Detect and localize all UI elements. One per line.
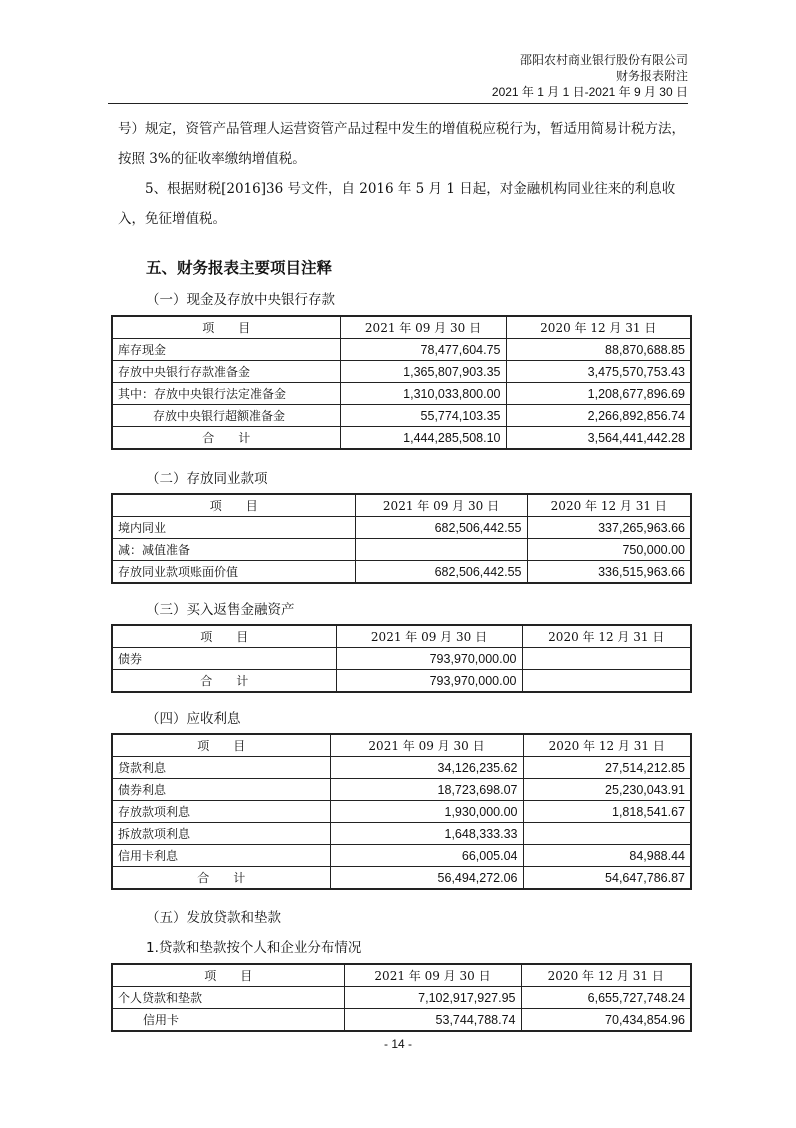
value-2021: 1,310,033,800.00 — [340, 383, 506, 405]
table-row — [112, 779, 691, 801]
col-header-2021: 2021 年 09 月 30 日 — [344, 964, 521, 987]
table-row — [112, 517, 691, 539]
section-title: 五、财务报表主要项目注释 — [146, 259, 333, 277]
row-label: 境内同业 — [112, 517, 355, 539]
col-header-2020: 2020 年 12 月 31 日 — [521, 964, 691, 987]
value-2020: 6,655,727,748.24 — [521, 987, 691, 1009]
value-2020: 750,000.00 — [527, 539, 691, 561]
row-label: 信用卡 — [112, 1009, 344, 1032]
row-label: 存放中央银行超额准备金 — [112, 405, 340, 427]
value-2021: 53,744,788.74 — [344, 1009, 521, 1032]
table-header-row — [112, 316, 691, 339]
table2-title: （二）存放同业款项 — [146, 471, 268, 487]
table-row — [112, 361, 691, 383]
table-header-row — [112, 494, 691, 517]
table-row — [112, 339, 691, 361]
value-2020: 1,818,541.67 — [523, 801, 691, 823]
table-header-row — [112, 734, 691, 757]
report-period: 2021 年 1 月 1 日-2021 年 9 月 30 日 — [491, 85, 688, 99]
col-header-2020: 2020 年 12 月 31 日 — [506, 316, 691, 339]
company-name: 邵阳农村商业银行股份有限公司 — [519, 53, 688, 67]
row-label: 存放款项利息 — [112, 801, 330, 823]
row-label: 合 计 — [112, 427, 340, 450]
value-2021: 1,930,000.00 — [330, 801, 523, 823]
value-2020: 25,230,043.91 — [523, 779, 691, 801]
value-2021: 34,126,235.62 — [330, 757, 523, 779]
table-row — [112, 648, 691, 670]
table-row — [112, 1009, 691, 1032]
value-2021: 682,506,442.55 — [355, 517, 527, 539]
value-2020 — [522, 648, 691, 670]
value-2021 — [355, 539, 527, 561]
value-2020: 1,208,677,896.69 — [506, 383, 691, 405]
row-label: 其中：存放中央银行法定准备金 — [112, 383, 340, 405]
value-2021: 56,494,272.06 — [330, 867, 523, 890]
row-label: 拆放款项利息 — [112, 823, 330, 845]
value-2020: 337,265,963.66 — [527, 517, 691, 539]
table-total-row — [112, 427, 691, 450]
table-interest-receivable — [111, 733, 692, 890]
table-row — [112, 561, 691, 584]
value-2021: 7,102,917,927.95 — [344, 987, 521, 1009]
table-reverse-repo — [111, 624, 692, 693]
row-label: 合 计 — [112, 670, 336, 693]
document-title: 财务报表附注 — [615, 69, 688, 83]
row-label: 信用卡利息 — [112, 845, 330, 867]
paragraph-vat-simple: 号）规定，资管产品管理人运营资管产品过程中发生的增值税应税行为，暂适用简易计税方法，按照 3%的征收率缴纳增值税。 — [118, 121, 685, 167]
value-2021: 682,506,442.55 — [355, 561, 527, 584]
value-2020: 54,647,786.87 — [523, 867, 691, 890]
value-2021: 793,970,000.00 — [336, 648, 522, 670]
table-interbank-deposits — [111, 493, 692, 584]
value-2021: 55,774,103.35 — [340, 405, 506, 427]
row-label: 库存现金 — [112, 339, 340, 361]
table1-title: （一）现金及存放中央银行存款 — [146, 292, 335, 308]
table-loans-advances — [111, 963, 692, 1032]
table-header-row — [112, 964, 691, 987]
table-row — [112, 539, 691, 561]
value-2020 — [522, 670, 691, 693]
col-header-2021: 2021 年 09 月 30 日 — [355, 494, 527, 517]
value-2020 — [523, 823, 691, 845]
row-label: 个人贷款和垫款 — [112, 987, 344, 1009]
col-header-item: 项 目 — [112, 316, 340, 339]
value-2021: 78,477,604.75 — [340, 339, 506, 361]
table-header-row — [112, 625, 691, 648]
page-number: - 14 - — [383, 1037, 412, 1051]
value-2020: 2,266,892,856.74 — [506, 405, 691, 427]
value-2020: 84,988.44 — [523, 845, 691, 867]
value-2021: 793,970,000.00 — [336, 670, 522, 693]
value-2020: 88,870,688.85 — [506, 339, 691, 361]
value-2020: 70,434,854.96 — [521, 1009, 691, 1032]
col-header-2020: 2020 年 12 月 31 日 — [527, 494, 691, 517]
header-divider — [108, 103, 688, 104]
value-2021: 1,444,285,508.10 — [340, 427, 506, 450]
value-2020: 3,564,441,442.28 — [506, 427, 691, 450]
table-row — [112, 845, 691, 867]
table3-title: （三）买入返售金融资产 — [146, 602, 295, 618]
col-header-2021: 2021 年 09 月 30 日 — [340, 316, 506, 339]
value-2020: 27,514,212.85 — [523, 757, 691, 779]
table5-subtitle: 1.贷款和垫款按个人和企业分布情况 — [146, 940, 362, 956]
table-total-row — [112, 867, 691, 890]
table5-title: （五）发放贷款和垫款 — [146, 910, 281, 926]
col-header-2020: 2020 年 12 月 31 日 — [522, 625, 691, 648]
table-total-row — [112, 670, 691, 693]
page-header — [492, 52, 688, 100]
col-header-item: 项 目 — [112, 494, 355, 517]
row-label: 债券利息 — [112, 779, 330, 801]
table-row — [112, 405, 691, 427]
col-header-item: 项 目 — [112, 625, 336, 648]
col-header-item: 项 目 — [112, 964, 344, 987]
paragraph-vat-exempt: 5、根据财税[2016]36 号文件，自 2016 年 5 月 1 日起，对金融机构同业往来的利息收入，免征增值税。 — [118, 181, 676, 227]
row-label: 存放同业款项账面价值 — [112, 561, 355, 584]
table-row — [112, 757, 691, 779]
col-header-2021: 2021 年 09 月 30 日 — [330, 734, 523, 757]
row-label: 存放中央银行存款准备金 — [112, 361, 340, 383]
row-label: 债券 — [112, 648, 336, 670]
row-label: 减：减值准备 — [112, 539, 355, 561]
col-header-2021: 2021 年 09 月 30 日 — [336, 625, 522, 648]
value-2021: 1,365,807,903.35 — [340, 361, 506, 383]
value-2021: 18,723,698.07 — [330, 779, 523, 801]
table-row — [112, 987, 691, 1009]
value-2021: 66,005.04 — [330, 845, 523, 867]
table4-title: （四）应收利息 — [146, 711, 241, 727]
row-label: 合 计 — [112, 867, 330, 890]
table-row — [112, 823, 691, 845]
table-cash-central-bank — [111, 315, 692, 450]
table-row — [112, 383, 691, 405]
table-row — [112, 801, 691, 823]
col-header-item: 项 目 — [112, 734, 330, 757]
col-header-2020: 2020 年 12 月 31 日 — [523, 734, 691, 757]
value-2021: 1,648,333.33 — [330, 823, 523, 845]
row-label: 贷款利息 — [112, 757, 330, 779]
value-2020: 336,515,963.66 — [527, 561, 691, 584]
value-2020: 3,475,570,753.43 — [506, 361, 691, 383]
